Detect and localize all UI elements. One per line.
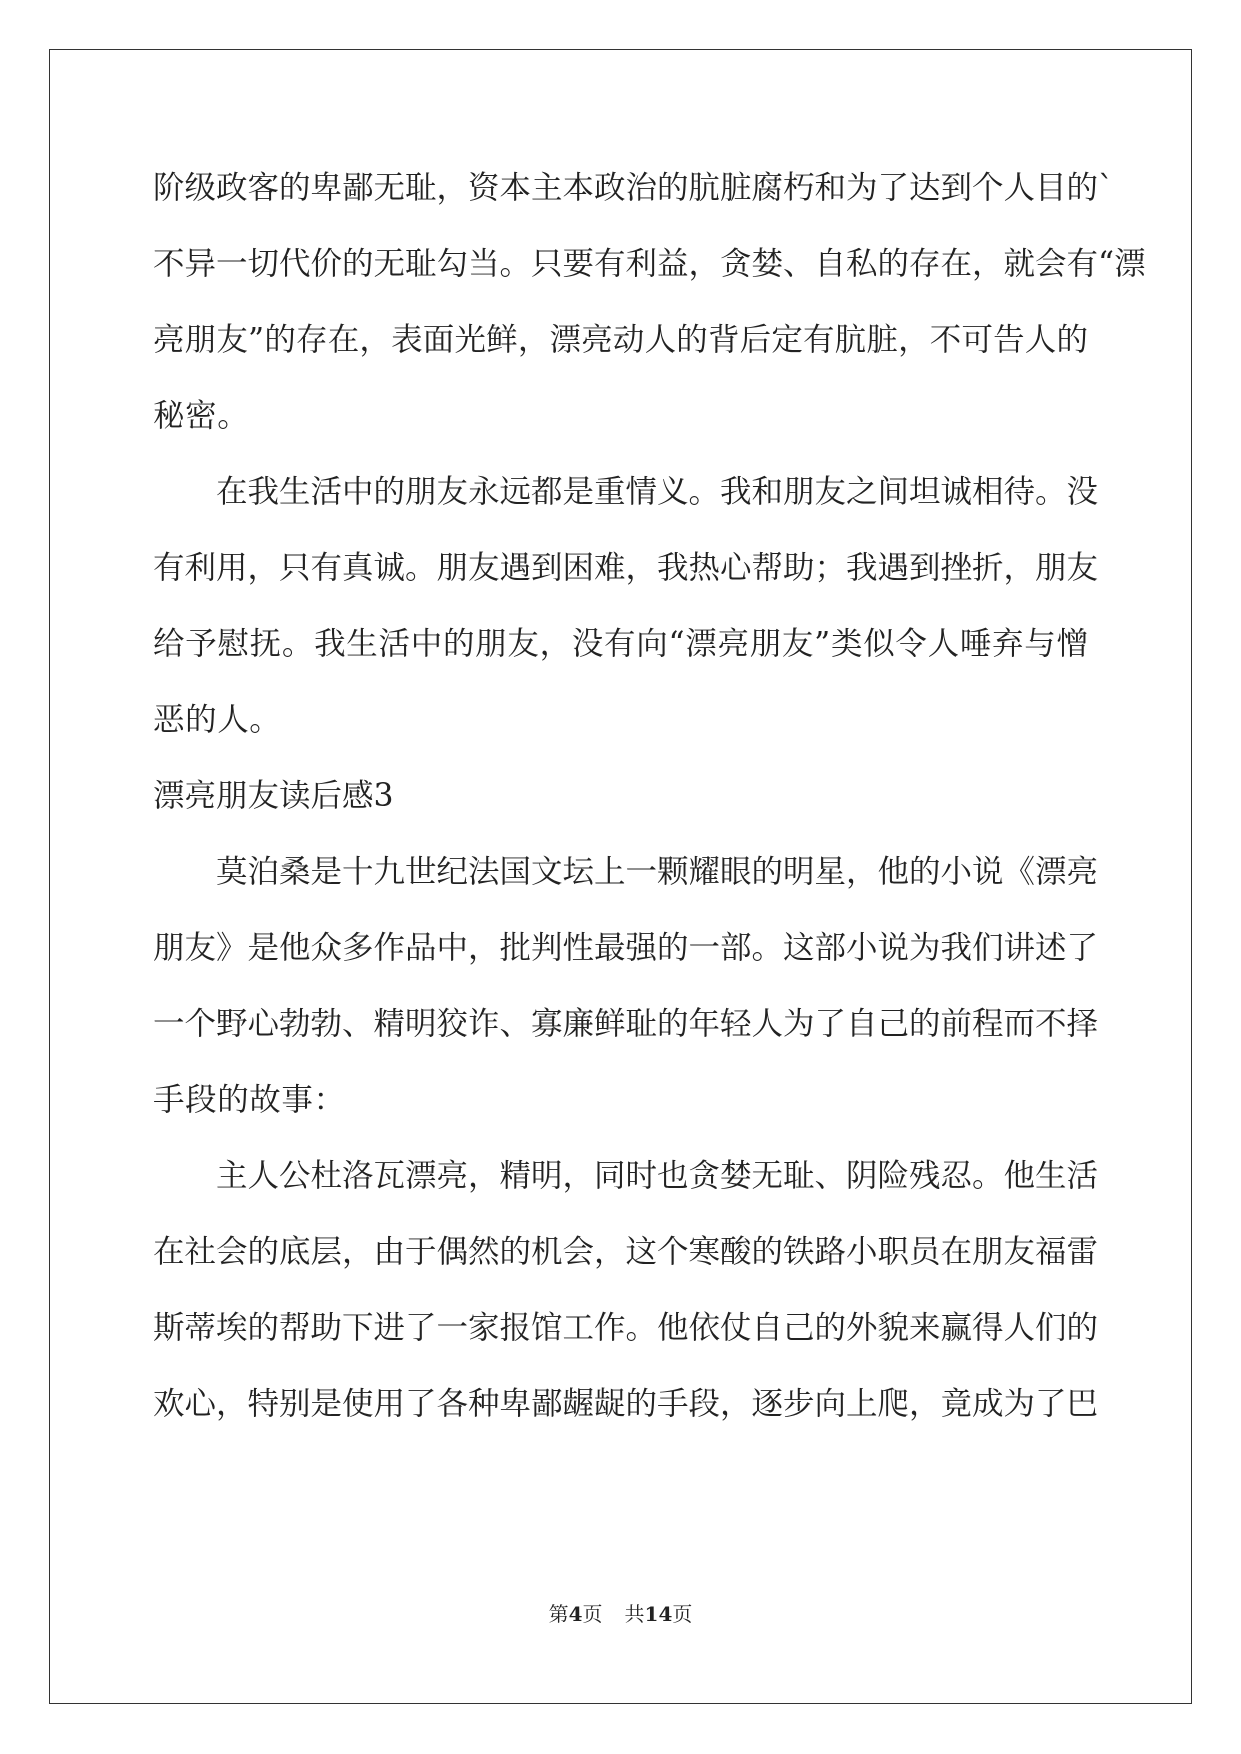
text-line: 欢心，特别是使用了各种卑鄙龌龊的手段，逐步向上爬，竟成为了巴 xyxy=(153,1386,1099,1422)
current-page-number: 4 xyxy=(568,1602,583,1626)
page-footer xyxy=(0,1598,1241,1627)
text-line: 给予慰抚。我生活中的朋友，没有向“漂亮朋友”类似令人唾弃与憎 xyxy=(153,626,1088,662)
text-line: 一个野心勃勃、精明狡诈、寡廉鲜耻的年轻人为了自己的前程而不择 xyxy=(153,1006,1099,1042)
text-line: 恶的人。 xyxy=(153,702,282,738)
text-line: 朋友》是他众多作品中，批判性最强的一部。这部小说为我们讲述了 xyxy=(153,930,1099,966)
paragraph-first-line: 主人公杜洛瓦漂亮，精明，同时也贪婪无耻、阴险残忍。他生活 xyxy=(216,1158,1099,1194)
total-prefix: 共 xyxy=(624,1602,645,1626)
total-page-number: 14 xyxy=(644,1602,673,1626)
text-line: 秘密。 xyxy=(153,398,250,434)
text-line: 亮朋友”的存在，表面光鲜，漂亮动人的背后定有肮脏，不可告人的 xyxy=(153,322,1088,358)
text-line: 阶级政客的卑鄙无耻，资本主本政治的肮脏腐朽和为了达到个人目的` xyxy=(153,170,1114,206)
text-line: 在社会的底层，由于偶然的机会，这个寒酸的铁路小职员在朋友福雷 xyxy=(153,1234,1099,1270)
document-body xyxy=(153,150,1146,1442)
text-line: 有利用，只有真诚。朋友遇到困难，我热心帮助；我遇到挫折，朋友 xyxy=(153,550,1099,586)
text-line: 不异一切代价的无耻勾当。只要有利益，贪婪、自私的存在，就会有“漂 xyxy=(153,246,1146,282)
total-suffix: 页 xyxy=(672,1602,693,1626)
paragraph-first-line: 在我生活中的朋友永远都是重情义。我和朋友之间坦诚相待。没 xyxy=(216,474,1099,510)
paragraph-first-line: 莫泊桑是十九世纪法国文坛上一颗耀眼的明星，他的小说《漂亮 xyxy=(216,854,1099,890)
page-prefix: 第 xyxy=(548,1602,569,1626)
text-line: 斯蒂埃的帮助下进了一家报馆工作。他依仗自己的外貌来赢得人们的 xyxy=(153,1310,1099,1346)
text-line: 手段的故事： xyxy=(153,1082,346,1118)
page-suffix: 页 xyxy=(582,1602,603,1626)
section-heading: 漂亮朋友读后感3 xyxy=(153,778,394,814)
